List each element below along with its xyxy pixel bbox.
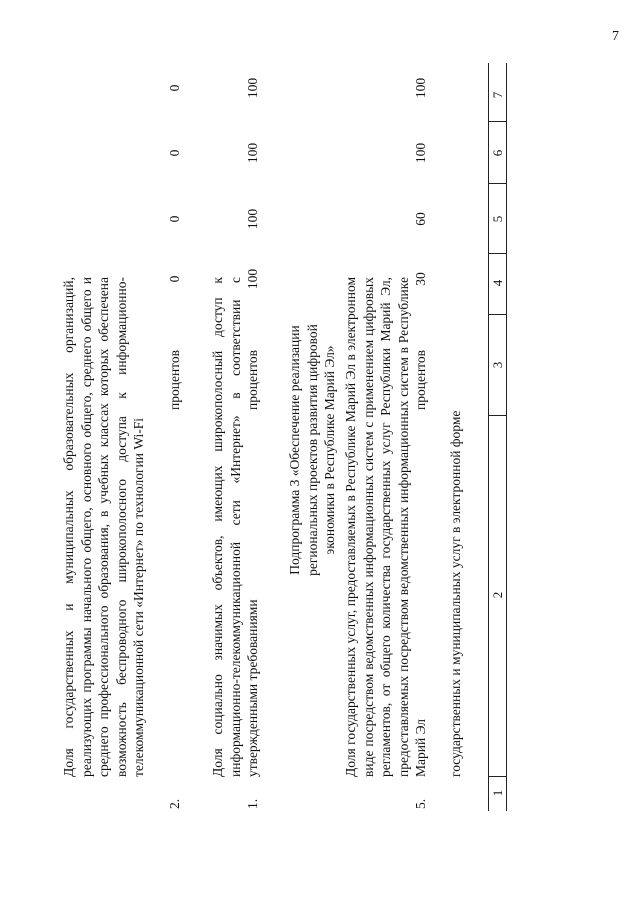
col-sep-2 xyxy=(488,415,506,416)
row-5-text: Доля государственных услуг, предоставляемых в Республике Марий Эл в электронном виде посредством ведомственных информационных систем с применением цифровых регламентов, от общего количества государственных услуг Республики Марий Эл, предоставляемых посредством ведомственных информационных систем в Республике Марий Эл xyxy=(343,277,428,777)
col-sep-1 xyxy=(488,776,506,777)
header-col-3: 3 xyxy=(490,361,505,369)
header-col-2: 2 xyxy=(490,591,505,599)
col-sep-3 xyxy=(488,314,506,315)
row-1-text: Доля социально значимых объектов, имеющих широкополосный доступ к информационно-телекоммуникационной сети «Интернет» в соответствии с утвержденными требованиями xyxy=(210,277,260,777)
row-1-value-4: 100 xyxy=(245,268,260,290)
header-bottom-rule xyxy=(506,63,507,811)
row-2-number: 2. xyxy=(167,798,182,809)
page-number: 7 xyxy=(612,29,619,44)
row-5-value-5: 60 xyxy=(413,212,428,226)
row-2-value-7: 0 xyxy=(167,84,182,92)
row-5-number: 5. xyxy=(413,798,428,809)
header-col-1: 1 xyxy=(490,789,505,797)
row-5-value-6: 100 xyxy=(413,142,428,164)
table-row-continuation-text: государственных и муниципальных услуг в электронной форме xyxy=(448,410,463,777)
row-5-unit: процентов xyxy=(413,349,428,410)
col-sep-6 xyxy=(488,121,506,122)
header-top-rule xyxy=(488,63,489,811)
row-1-value-6: 100 xyxy=(245,142,260,164)
row-2-value-4: 0 xyxy=(167,275,182,283)
subprogram-title: Подпрограмма 3 «Обеспечение реализации региональных проектов развития цифровой экономики в Республике Марий Эл» xyxy=(287,324,337,576)
header-col-6: 6 xyxy=(490,149,505,157)
row-2-unit: процентов xyxy=(167,349,182,410)
row-5-value-4: 30 xyxy=(413,272,428,286)
row-1-unit: процентов xyxy=(245,349,260,410)
row-1-value-7: 100 xyxy=(245,77,260,99)
col-sep-4 xyxy=(488,253,506,254)
header-col-7: 7 xyxy=(490,91,505,99)
header-col-4: 4 xyxy=(490,279,505,287)
row-2-value-6: 0 xyxy=(167,149,182,157)
row-1-value-5: 100 xyxy=(245,208,260,230)
header-col-5: 5 xyxy=(490,215,505,223)
row-1-number: 1. xyxy=(245,798,260,809)
row-5-value-7: 100 xyxy=(413,77,428,99)
row-2-text: Доля государственных и муниципальных образовательных организаций, реализующих программы начального общего, основного общего, среднего общего и среднего профессионального образования, в учебных классах которых обеспечена возможность беспроводного широкополосного доступа к информационно-телекоммуникационной сети «Интернет» по технологии Wi-Fi xyxy=(61,277,146,777)
col-sep-5 xyxy=(488,183,506,184)
row-2-value-5: 0 xyxy=(167,215,182,223)
